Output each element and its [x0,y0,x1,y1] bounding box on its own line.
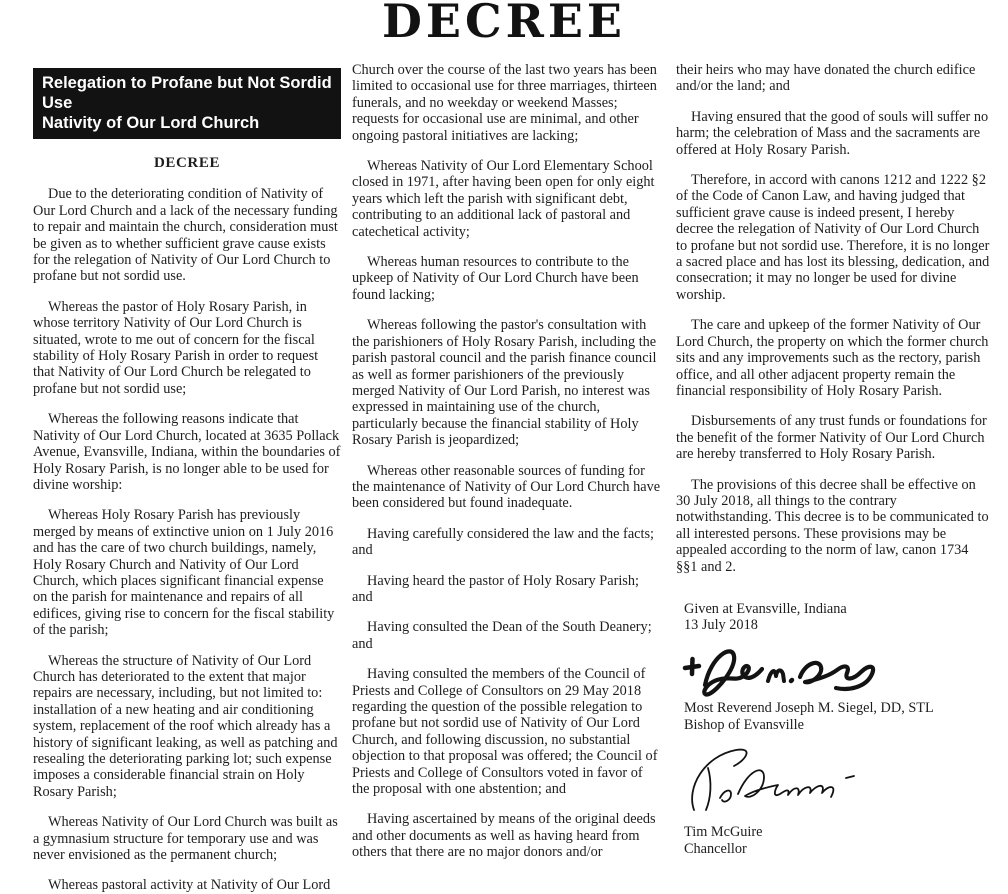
column-3 [676,62,990,862]
dateline-place: Given at Evansville, Indiana [684,600,847,617]
paragraph: Having carefully considered the law and the facts; and [352,525,655,559]
paragraph: Whereas the pastor of Holy Rosary Parish, in whose territory Nativity of Our Lord Church is situated, wrote to me out of concern for the fiscal stability of Holy Rosary Parish in order to request that Nativity of Our Lord Church be relegated to profane but not sordid use; [33,298,319,397]
paragraph: Whereas Nativity of Our Lord Elementary School closed in 1971, after having been open for only eight years which left the parish with significant debt, contributing to an additional lack of pastoral and catechetical activity; [352,158,655,240]
paragraph: their heirs who may have donated the church edifice and/or the land; and [676,62,976,95]
paragraph: The provisions of this decree shall be effective on 30 July 2018, all things to the contrary notwithstanding. This decree is to be communicated to all interested persons. These provisions may be appealed according to the norm of law, canon 1734 §§1 and 2. [676,476,989,575]
paragraph: Whereas following the pastor's consultation with the parishioners of Holy Rosary Parish, including the parish pastoral council and the parish finance council as well as former parishioners of the previously merged Nativity of Our Lord Parish, no interest was expressed in maintaining use of the church, particularly because the financial stability of Holy Rosary Parish is jeopardized; [352,317,657,449]
paragraph: Whereas pastoral activity at Nativity of Our Lord [48,877,331,894]
decree-subheading: DECREE [153,155,221,171]
dateline [684,601,990,634]
paragraph: Therefore, in accord with canons 1212 and 1222 §2 of the Code of Canon Law, and having judged that sufficient grave cause is indeed present, I hereby decree the relegation of Nativity of Our Lord Church to profane but not sordid use. Therefore, it is no longer a sacred place and has lost its blessing, dedication, and consecration; it may no longer be used for divine worship. [676,172,990,303]
paragraph: Having ensured that the good of souls will suffer no harm; the celebration of Mass and the sacraments are offered at Holy Rosary Parish. [676,108,989,158]
dateline-date: 13 July 2018 [684,617,758,634]
paragraph: Church over the course of the last two years has been limited to occasional use for three marriages, thirteen funerals, and no weekday or weekend Masses; requests for occasional use are minimal, and other ongoing pastoral initiatives are lacking; [352,62,657,144]
bishop-signature-icon [678,640,883,698]
paragraph: Whereas the following reasons indicate that Nativity of Our Lord Church, located at 3635 Pollack Avenue, Evansville, Indiana, within the boundaries of Holy Rosary Parish, is no longer able to be used for divine worship: [33,411,341,493]
bishop-name: Most Reverend Joseph M. Siegel, DD, STL [684,699,934,716]
column-1 [33,68,341,894]
article-header [33,68,341,139]
paragraph: Having consulted the members of the Council of Priests and College of Consultors on 29 May 2018 regarding the question of the possible relegation to profane but not sordid use of Nativity of Our Lord Church, and following discussion, no substantial objection to that proposal was offered; the Council of Priests and College of Consultors voted in favor of the proposal with one abstention; and [352,666,658,798]
paragraph: Having consulted the Dean of the South Deanery; and [352,619,652,652]
paragraph: Whereas Nativity of Our Lord Church was built as a gymnasium structure for temporary use and was never envisioned as the permanent church; [33,814,338,864]
bishop-title: Bishop of Evansville [684,716,804,733]
paragraph: Having ascertained by means of the original deeds and other documents as well as having heard from others that there are no major donors and/or [352,811,656,861]
paragraph: Having heard the pastor of Holy Rosary Parish; and [352,572,639,605]
chancellor-sign-block [684,824,990,858]
bishop-sign-block [684,700,990,734]
paragraph: Whereas human resources to contribute to the upkeep of Nativity of Our Lord Church have been found lacking; [352,254,639,303]
article-header-line2: Nativity of Our Lord Church [42,114,260,132]
paragraph: Disbursements of any trust funds or foundations for the benefit of the former Nativity of Our Lord Church are hereby transferred to Holy Rosary Parish. [676,413,987,463]
article-header-line1: Relegation to Profane but Not Sordid Use [42,74,332,112]
paragraph: Whereas the structure of Nativity of Our Lord Church has deteriorated to the extent that major repairs are necessary, including, but not limited to: installation of a new heating and air conditioning system, replacement of the roof which already has a history of significant leaking, as well as patching and resealing the deteriorating parking lot; such expense imposes a considerable financial strain on Holy Rosary Parish; [33,652,338,800]
paragraph: The care and upkeep of the former Nativity of Our Lord Church, the property on which the former church sits and any improvements such as the rectory, parish office, and all other adjacent property remain the financial responsibility of Holy Rosary Parish. [676,317,989,399]
chancellor-name: Tim McGuire [684,823,763,840]
paragraph: Whereas other reasonable sources of funding for the maintenance of Nativity of Our Lord Church have been considered but found inadequate. [352,462,661,512]
column-2 [352,62,662,861]
paragraph: Whereas Holy Rosary Parish has previously merged by means of extinctive union on 1 July 2016 and has the care of two church buildings, namely, Holy Rosary Church and Nativity of Our Lord Church, which places significant financial expense on the parish for maintenance and repairs of all edifices, giving rise to concern for the fiscal stability of the parish; [33,507,335,639]
page-title: DECREE [382,0,626,48]
chancellor-signature-icon [678,740,878,822]
paragraph: Due to the deteriorating condition of Nativity of Our Lord Church and a lack of the necessary funding to repair and maintain the church, consideration must be given as to whether sufficient grave cause exists for the relegation of Nativity of Our Lord Church to profane but not sordid use. [33,186,338,285]
chancellor-title: Chancellor [684,840,747,857]
